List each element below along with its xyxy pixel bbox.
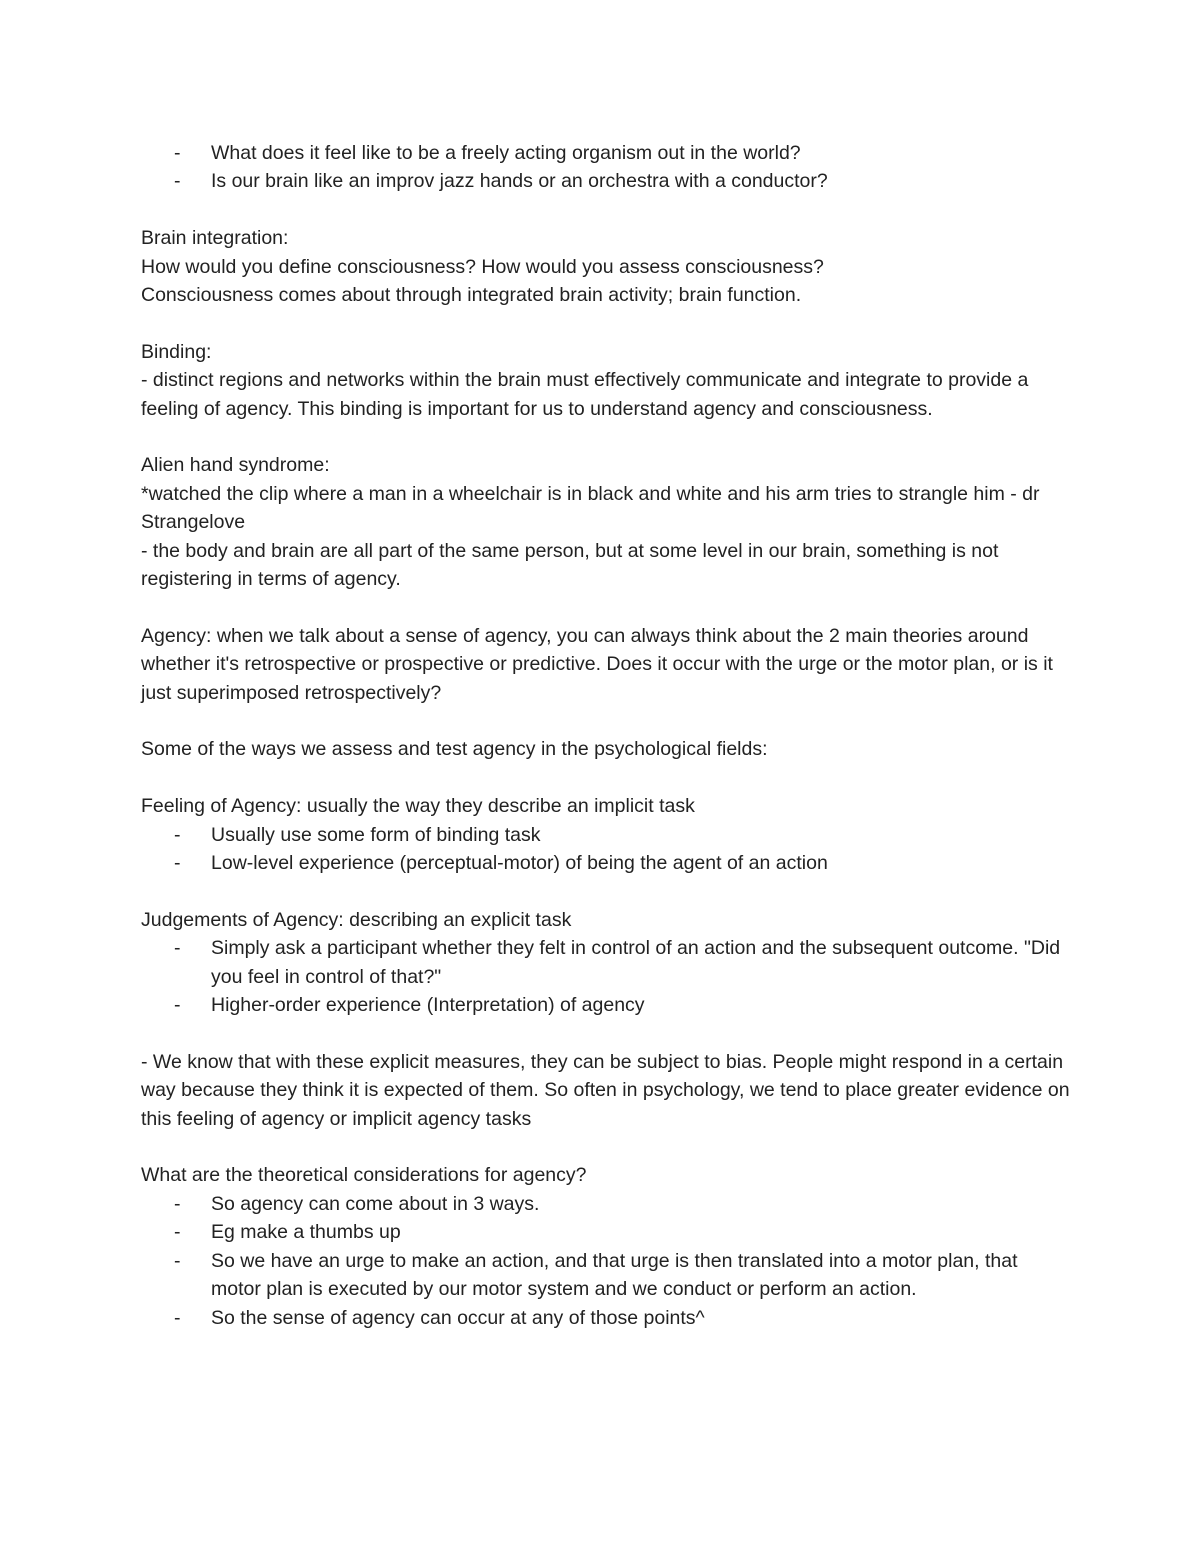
list-item-text: So the sense of agency can occur at any of those points^: [211, 1306, 705, 1329]
list-item-text: Usually use some form of binding task: [211, 823, 541, 846]
spacer: [141, 1019, 1071, 1047]
list-item-text: Higher-order experience (Interpretation) of agency: [211, 994, 645, 1017]
bullet-dash: -: [174, 937, 181, 960]
list-item: [141, 991, 1071, 1019]
judgements-of-agency-list: [141, 934, 1071, 1019]
theoretical-heading: What are the theoretical considerations for agency?: [141, 1164, 587, 1187]
list-item-text: So agency can come about in 3 ways.: [211, 1192, 540, 1215]
spacer: [141, 764, 1071, 792]
alien-hand-heading: Alien hand syndrome:: [141, 454, 330, 477]
list-item: [141, 1304, 1071, 1332]
ways-paragraph: Some of the ways we assess and test agency in the psychological fields:: [141, 738, 768, 761]
list-item: [141, 1218, 1071, 1246]
bullet-dash: -: [174, 170, 181, 193]
bias-paragraph: - We know that with these explicit measures, they can be subject to bias. People might respond in a certain way because they think it is expected of them. So often in psychology, we tend to place greater evidence on this feeling of agency or implicit agency tasks: [141, 1050, 1070, 1130]
bullet-dash: -: [174, 823, 181, 846]
bullet-dash: -: [174, 852, 181, 875]
bullet-dash: -: [174, 142, 181, 164]
bullet-dash: -: [174, 994, 181, 1017]
list-item: [141, 167, 1071, 195]
list-item: [141, 934, 1071, 991]
brain-integration-heading: Brain integration:: [141, 227, 289, 250]
brain-integration-line: How would you define consciousness? How would you assess consciousness?: [141, 255, 824, 278]
alien-hand-note: *watched the clip where a man in a wheelchair is in black and white and his arm tries to strangle him - dr Strangelove: [141, 482, 1040, 534]
list-item-text: Simply ask a participant whether they felt in control of an action and the subsequent outcome. "Did you feel in control of that?": [211, 937, 1061, 988]
spacer: [141, 877, 1071, 905]
bullet-dash: -: [174, 1221, 181, 1244]
list-item: [141, 1190, 1071, 1218]
feeling-of-agency-heading: Feeling of Agency: usually the way they describe an implicit task: [141, 795, 695, 818]
list-item-text: Eg make a thumbs up: [211, 1221, 401, 1244]
spacer: [141, 593, 1071, 621]
list-item-text: Low-level experience (perceptual-motor) of being the agent of an action: [211, 852, 828, 875]
alien-hand-text: - the body and brain are all part of the same person, but at some level in our brain, something is not registering in terms of agency.: [141, 539, 999, 591]
list-item: [141, 139, 1071, 167]
list-item: [141, 849, 1071, 877]
judgements-of-agency-heading: Judgements of Agency: describing an explicit task: [141, 908, 572, 931]
binding-heading: Binding:: [141, 340, 212, 363]
binding-text: - distinct regions and networks within the brain must effectively communicate and integrate to provide a feeling of agency. This binding is important for us to understand agency and consciousness.: [141, 369, 1029, 420]
list-item-text: What does it feel like to be a freely acting organism out in the world?: [211, 142, 801, 164]
list-item: [141, 1247, 1071, 1304]
bullet-dash: -: [174, 1306, 181, 1329]
bullet-dash: -: [174, 1192, 181, 1215]
list-item-text: So we have an urge to make an action, and that urge is then translated into a motor plan, that motor plan is executed by our motor system and we conduct or perform an action.: [211, 1249, 1018, 1301]
bullet-dash: -: [174, 1249, 181, 1272]
spacer: [141, 707, 1071, 735]
theoretical-list: [141, 1190, 1071, 1332]
feeling-of-agency-list: [141, 821, 1071, 878]
list-item-text: Is our brain like an improv jazz hands or an orchestra with a conductor?: [211, 170, 828, 193]
spacer: [141, 196, 1071, 224]
brain-integration-line: Consciousness comes about through integrated brain activity; brain function.: [141, 284, 802, 307]
spacer: [141, 1133, 1071, 1161]
intro-bullet-list: [141, 139, 1071, 196]
list-item: [141, 821, 1071, 849]
spacer: [141, 423, 1071, 451]
spacer: [141, 309, 1071, 337]
document-body: [141, 139, 1071, 1332]
agency-paragraph: Agency: when we talk about a sense of agency, you can always think about the 2 main theories around whether it's retrospective or prospective or predictive. Does it occur with the urge or the motor plan, or is it just superimposed retrospectively?: [141, 624, 1053, 704]
